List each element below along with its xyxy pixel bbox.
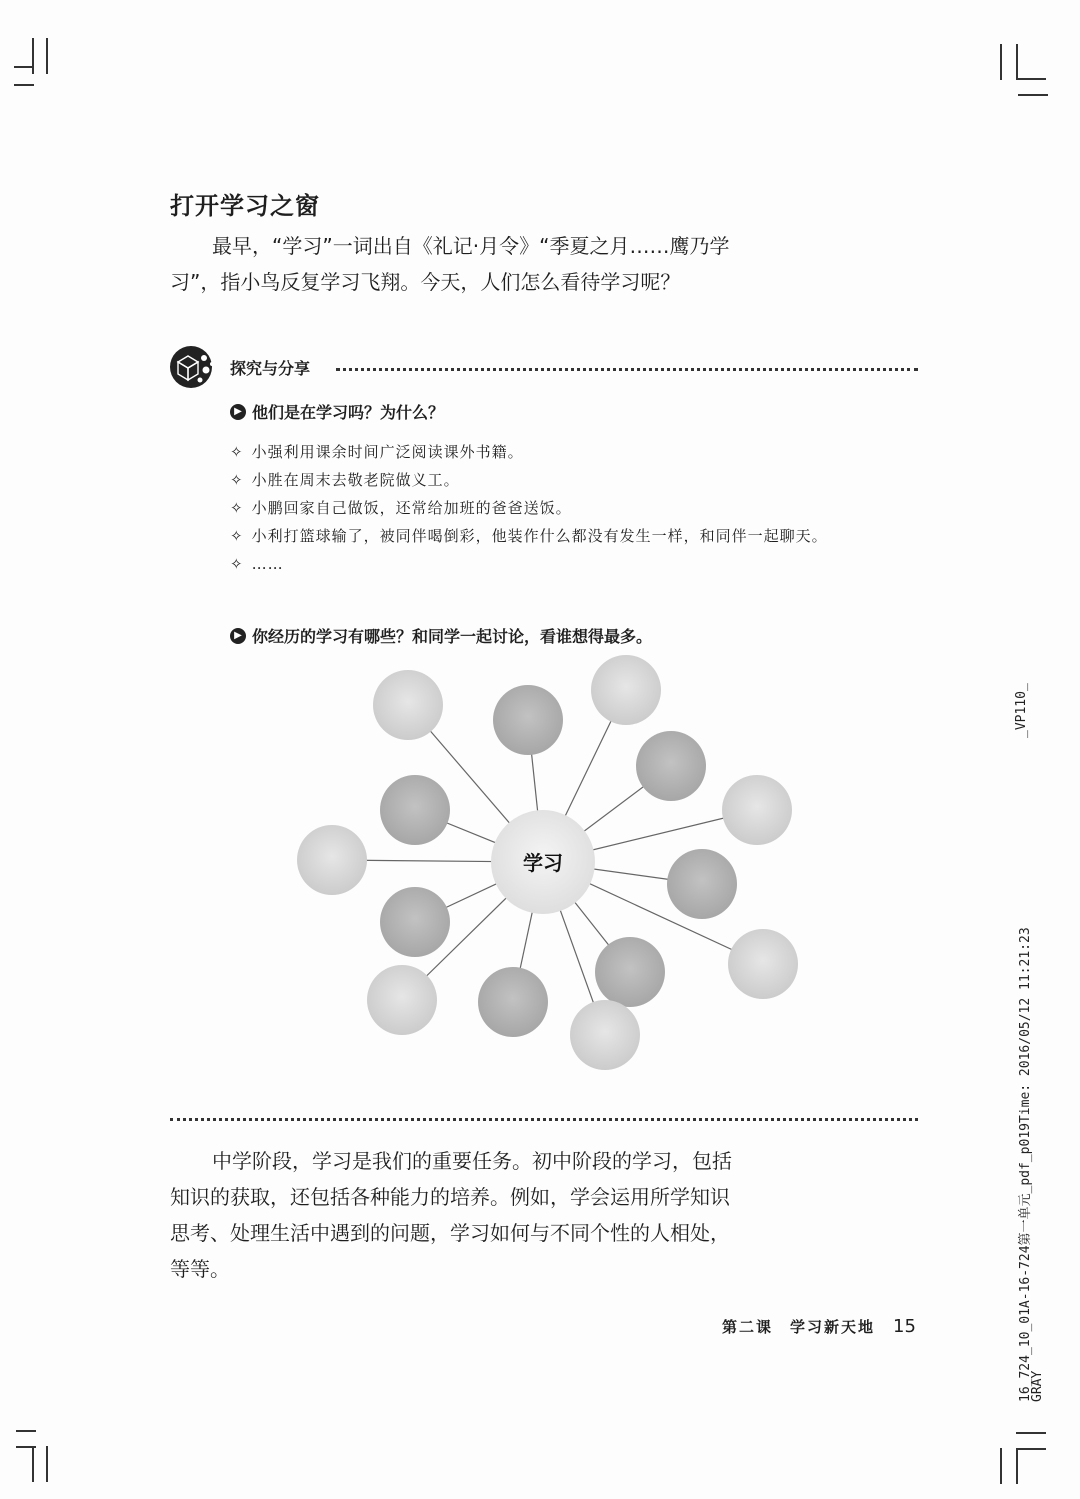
- section-title: 打开学习之窗: [170, 192, 320, 220]
- dotted-divider-top: [336, 368, 918, 371]
- arrow-bullet-icon: ▶: [230, 404, 246, 420]
- diagram-outer-circle: [728, 929, 798, 999]
- page-footer: [722, 1316, 916, 1337]
- question-1: [230, 400, 444, 423]
- diagram-outer-circle: [380, 775, 450, 845]
- body-paragraph: [170, 1143, 740, 1287]
- diamond-bullet-icon: ✧: [230, 555, 244, 573]
- page-number: 15: [893, 1316, 916, 1337]
- list-item: ✧ 小胜在周末去敬老院做义工。: [188, 466, 908, 494]
- intro-text: 最早，“学习”一词出自《礼记·月令》“季夏之月……鹰乃学习”，指小鸟反复学习飞翔。今天，人们怎么看待学习呢？: [170, 234, 730, 294]
- diamond-bullet-icon: ✧: [230, 527, 244, 545]
- diagram-outer-circle: [493, 685, 563, 755]
- diagram-outer-circle: [667, 849, 737, 919]
- list-item: ✧ 小利打篮球输了，被同伴喝倒彩，他装作什么都没有发生一样，和同伴一起聊天。: [188, 522, 908, 550]
- diamond-bullet-icon: ✧: [230, 471, 244, 489]
- list-item: ✧ 小强利用课余时间广泛阅读课外书籍。: [188, 438, 908, 466]
- diagram-outer-circle: [636, 731, 706, 801]
- explore-title: 探究与分享: [230, 359, 311, 378]
- arrow-bullet-icon: ▶: [230, 628, 246, 644]
- diagram-outer-circle: [595, 937, 665, 1007]
- diagram-outer-circle: [570, 1000, 640, 1070]
- learning-mind-map: [280, 650, 820, 1080]
- intro-paragraph: [170, 228, 740, 300]
- print-mark-top: _VP110_: [1014, 683, 1029, 738]
- dotted-divider-bottom: [170, 1118, 918, 1121]
- lesson-title: 第二课 学习新天地: [722, 1318, 876, 1336]
- question-2-text: 你经历的学习有哪些？和同学一起讨论，看谁想得最多。: [252, 627, 653, 646]
- diagram-outer-circle: [380, 887, 450, 957]
- question-2: [230, 624, 652, 647]
- diagram-outer-circle: [478, 967, 548, 1037]
- diagram-center-label: 学习: [523, 851, 563, 875]
- body-text: 中学阶段，学习是我们的重要任务。初中阶段的学习，包括知识的获取，还包括各种能力的培养。例如，学会运用所学知识思考、处理生活中遇到的问题，学习如何与不同个性的人相处，等等。: [170, 1149, 732, 1281]
- question-1-text: 他们是在学习吗？为什么？: [252, 403, 445, 422]
- diagram-outer-circle: [367, 965, 437, 1035]
- print-mark-bottom: 16_724_10_01A-16-724第一单元_pdf_p019Time: 2016/05/12 11:21:23: [1018, 927, 1033, 1402]
- diagram-outer-circle: [722, 775, 792, 845]
- list-item: ✧ ……: [188, 550, 908, 578]
- list-item: ✧ 小鹏回家自己做饭，还常给加班的爸爸送饭。: [188, 494, 908, 522]
- diagram-outer-circle: [373, 670, 443, 740]
- diamond-bullet-icon: ✧: [230, 443, 244, 461]
- gear-cube-icon: [168, 344, 218, 390]
- diagram-outer-circle: [297, 825, 367, 895]
- example-list: [188, 438, 908, 578]
- diamond-bullet-icon: ✧: [230, 499, 244, 517]
- diagram-outer-circle: [591, 655, 661, 725]
- print-mark-gray: GRAY: [1030, 1370, 1045, 1402]
